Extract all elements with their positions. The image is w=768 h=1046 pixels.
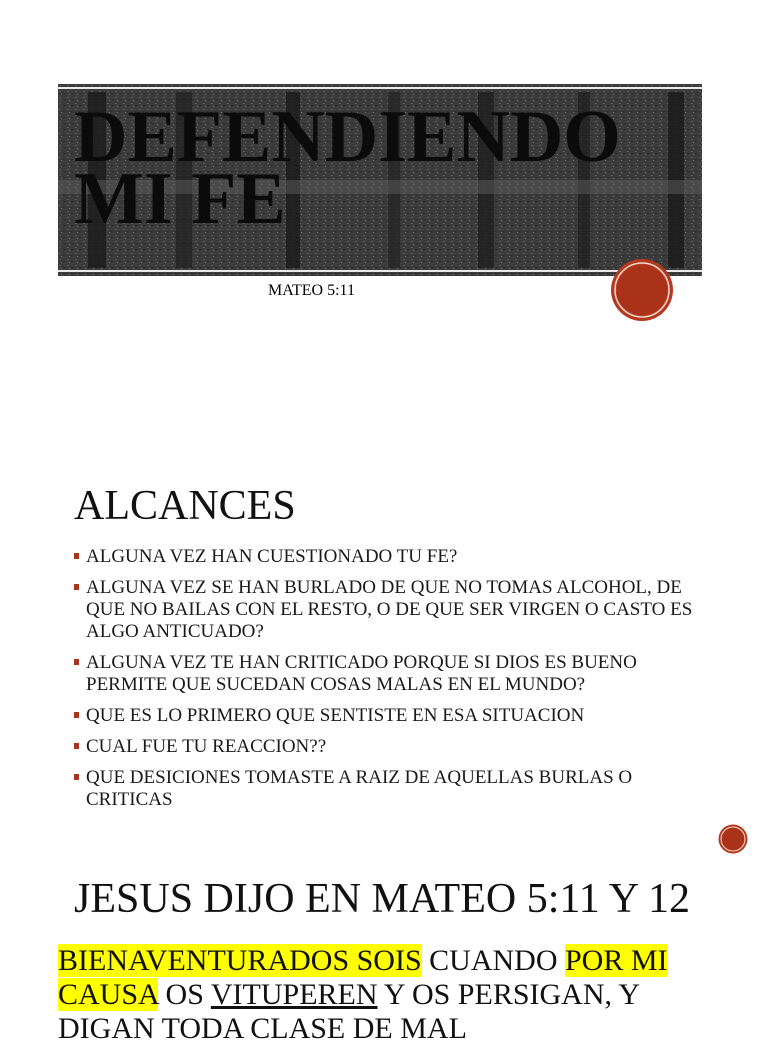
- bullet-item: [74, 705, 714, 727]
- bullet-text: CUAL FUE TU REACCION??: [86, 736, 327, 757]
- bullet-square-icon: [74, 659, 79, 665]
- bullet-text: ALGUNA VEZ HAN CUESTIONADO TU FE?: [86, 546, 458, 567]
- bullet-item: [74, 652, 714, 696]
- bullet-text: QUE DESICIONES TOMASTE A RAIZ DE AQUELLAS BURLAS O CRITICAS: [86, 767, 633, 810]
- bullet-item: [74, 546, 714, 568]
- highlighted-phrase: BIENAVENTURADOS SOIS: [58, 944, 422, 977]
- accent-circle-small-icon: [718, 824, 748, 854]
- bullet-item: [74, 767, 714, 811]
- bullet-list: [74, 546, 714, 820]
- slide-heading: ALCANCES: [74, 483, 296, 529]
- bottom-rule: [58, 270, 702, 272]
- alcances-slide: [0, 460, 768, 860]
- bullet-square-icon: [74, 774, 79, 780]
- bullet-text: QUE ES LO PRIMERO QUE SENTISTE EN ESA SITUACION: [86, 705, 585, 726]
- verse-fragment: CUANDO: [421, 944, 565, 977]
- highlighted-phrase: POR MI CAUSA: [58, 944, 668, 1011]
- bullet-item: [74, 736, 714, 758]
- verse-fragment: Y OS PERSIGAN, Y DIGAN TODA CLASE DE MAL: [58, 978, 639, 1045]
- slide-heading: JESUS DIJO EN MATEO 5:11 Y 12: [74, 876, 691, 922]
- bullet-square-icon: [74, 584, 79, 590]
- top-rule: [58, 87, 702, 89]
- bullet-square-icon: [74, 553, 79, 559]
- slide-title: DEFENDIENDO MI FE: [74, 96, 621, 240]
- bullet-text: ALGUNA VEZ TE HAN CRITICADO PORQUE SI DIOS ES BUENO PERMITE QUE SUCEDAN COSAS MALAS EN EL MUNDO?: [86, 652, 637, 695]
- bullet-item: [74, 577, 714, 643]
- verse-fragment: OS: [158, 978, 211, 1011]
- bullet-text: ALGUNA VEZ SE HAN BURLADO DE QUE NO TOMAS ALCOHOL, DE QUE NO BAILAS CON EL RESTO, O DE QUE SER VIRGEN O CASTO ES ALGO ANTICUADO?: [86, 577, 693, 642]
- slide-subtitle: MATEO 5:11: [268, 282, 355, 299]
- accent-circle-icon: [610, 258, 674, 322]
- underlined-phrase: VITUPEREN: [210, 978, 378, 1011]
- bullet-square-icon: [74, 712, 79, 718]
- verse-slide: [0, 868, 768, 1045]
- verse-text: [58, 944, 718, 1046]
- bullet-square-icon: [74, 743, 79, 749]
- title-slide: [0, 0, 768, 420]
